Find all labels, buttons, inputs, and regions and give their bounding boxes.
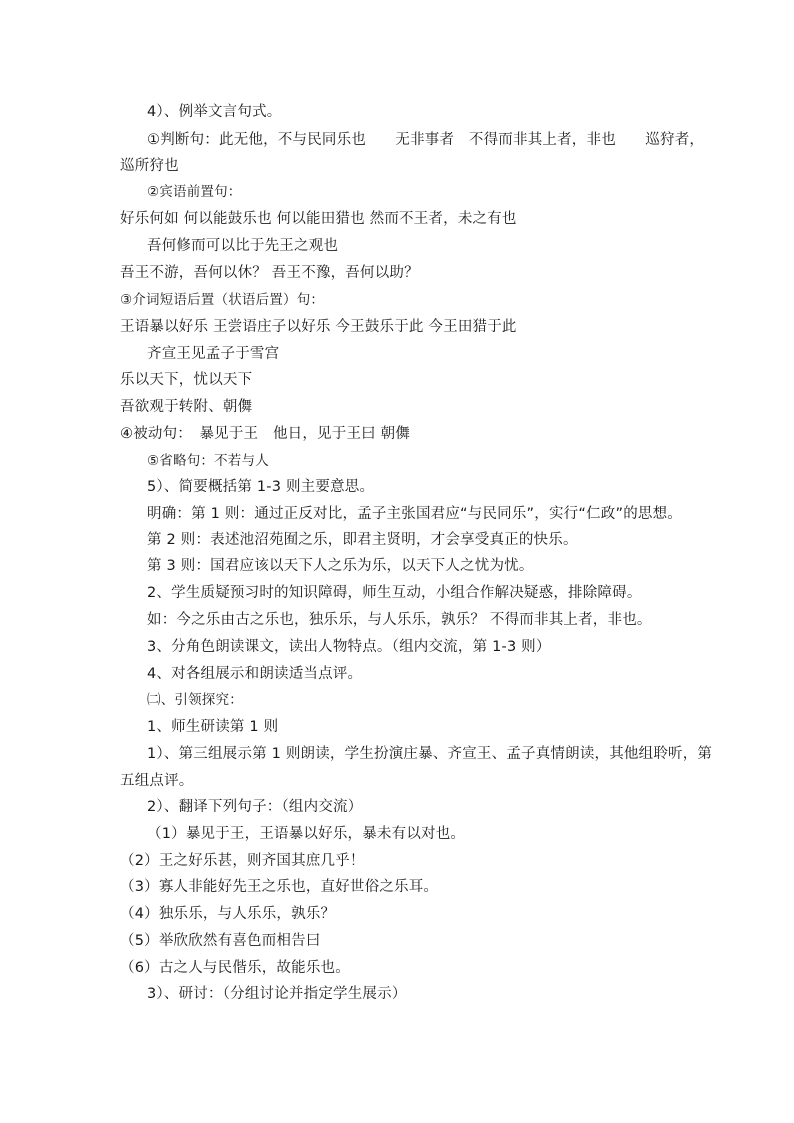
text-line: 5）、简要概括第 1-3 则主要意思。 [147, 479, 375, 495]
text-line: ③介词短语后置（状语后置）句： [120, 292, 325, 308]
text-line: （6）古之人与民偕乐，故能乐也。 [120, 960, 350, 976]
text-line: 如：今之乐由古之乐也，独乐乐，与人乐乐，孰乐？ 不得而非其上者，非也。 [147, 612, 652, 628]
text-line: 1）、第三组展示第 1 则朗读，学生扮演庄暴、齐宣王、孟子真情朗读，其他组聆听，第 [147, 746, 713, 762]
text-line: 4、对各组展示和朗读适当点评。 [147, 666, 363, 682]
text-line: 1、师生研读第 1 则 [147, 719, 279, 735]
text-line: 第 3 则：国君应该以天下人之乐为乐，以天下人之忧为忧。 [147, 558, 534, 574]
text-line: （1）暴见于王，王语暴以好乐，暴未有以对也。 [147, 826, 466, 842]
text-line: 乐以天下，忧以天下 [120, 372, 253, 388]
text-line: ⑤省略句：不若与人 [147, 453, 269, 469]
text-line: 好乐何如 何以能鼓乐也 何以能田猎也 然而不王者，未之有也 [120, 211, 517, 227]
text-line: 3、分角色朗读课文，读出人物特点。（组内交流，第 1-3 则） [147, 639, 551, 655]
text-line: 3）、研讨：（分组讨论并指定学生展示） [147, 986, 407, 1002]
text-line: 第 2 则：表述池沼苑囿之乐，即君主贤明，才会享受真正的快乐。 [147, 532, 578, 548]
text-line: 吾欲观于转附、朝儛 [120, 399, 253, 415]
text-line: （5）举欣欣然有喜色而相告曰 [120, 933, 321, 949]
text-line: 王语暴以好乐 王尝语庄子以好乐 今王鼓乐于此 今王田猎于此 [120, 319, 517, 335]
text-line: 2、学生质疑预习时的知识障碍，师生互动，小组合作解决疑惑，排除障碍。 [147, 585, 642, 601]
text-line: 4）、例举文言句式。 [147, 104, 282, 120]
text-line: 齐宣王见孟子于雪宫 [147, 346, 280, 362]
text-line: 吾王不游，吾何以休？ 吾王不豫，吾何以助？ [120, 265, 419, 281]
text-line: ㈡、引领探究： [147, 692, 243, 708]
text-line: ①判断句：此无他，不与民同乐也 无非事者 不得而非其上者，非也 巡狩者， [147, 132, 705, 148]
text-line: 吾何修而可以比于先王之观也 [147, 238, 339, 254]
text-line: 明确：第 1 则：通过正反对比，孟子主张国君应“与民同乐”，实行“仁政”的思想。 [147, 506, 682, 522]
text-line: ②宾语前置句： [147, 184, 242, 200]
text-line: 五组点评。 [120, 773, 194, 789]
text-line: （3）寡人非能好先王之乐也，直好世俗之乐耳。 [120, 879, 439, 895]
text-line: 巡所狩也 [120, 158, 179, 174]
text-line: 2）、翻译下列句子：（组内交流） [147, 799, 363, 815]
text-line: （2）王之好乐甚，则齐国其庶几乎！ [120, 853, 365, 869]
text-line: ④被动句： 暴见于王 他日，见于王曰 朝儛 [120, 426, 411, 442]
text-line: （4）独乐乐，与人乐乐，孰乐？ [120, 906, 336, 922]
